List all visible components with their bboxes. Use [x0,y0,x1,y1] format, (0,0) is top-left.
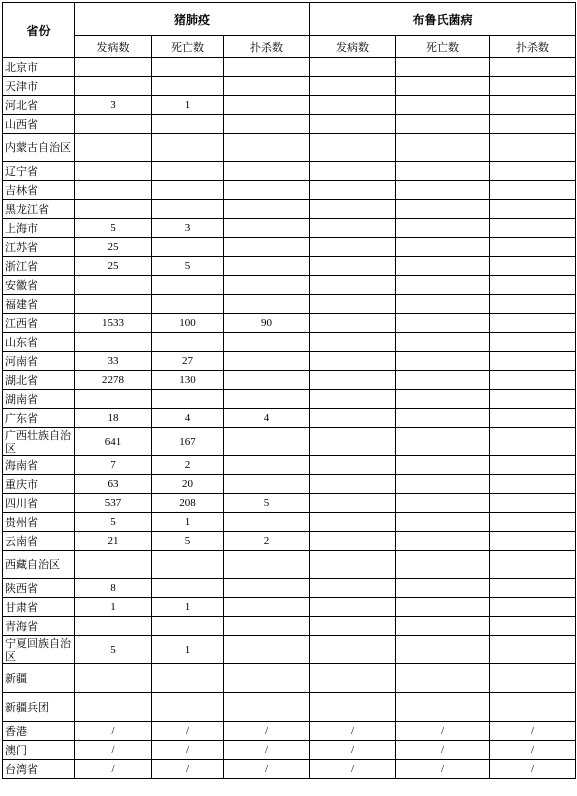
value-cell [396,390,490,409]
value-cell [75,295,152,314]
value-cell [310,598,396,617]
value-cell: 2278 [75,371,152,390]
value-cell: 130 [152,371,224,390]
subcol-header: 扑杀数 [490,36,576,58]
value-cell [490,77,576,96]
value-cell: / [490,722,576,741]
value-cell [224,456,310,475]
table-row [3,314,576,333]
value-cell [310,333,396,352]
value-cell: / [310,741,396,760]
province-name: 天津市 [3,77,75,96]
value-cell [310,58,396,77]
value-cell [490,181,576,200]
value-cell [490,579,576,598]
table-row [3,352,576,371]
value-cell [152,276,224,295]
table-row [3,295,576,314]
value-cell: 100 [152,314,224,333]
value-cell [490,295,576,314]
value-cell [396,181,490,200]
value-cell [396,314,490,333]
province-name: 湖北省 [3,371,75,390]
province-name: 澳门 [3,741,75,760]
value-cell: 1 [152,636,224,664]
value-cell [310,200,396,219]
value-cell [490,134,576,162]
value-cell: 25 [75,238,152,257]
value-cell: / [490,760,576,779]
value-cell [396,333,490,352]
value-cell: / [310,722,396,741]
value-cell [396,371,490,390]
value-cell: 5 [75,636,152,664]
value-cell [152,181,224,200]
value-cell: / [152,722,224,741]
value-cell [490,456,576,475]
province-name: 黑龙江省 [3,200,75,219]
value-cell: / [396,722,490,741]
value-cell [396,693,490,722]
province-name: 上海市 [3,219,75,238]
table-row [3,428,576,456]
value-cell [490,494,576,513]
value-cell [490,551,576,579]
value-cell [396,513,490,532]
province-name: 山西省 [3,115,75,134]
province-name: 江西省 [3,314,75,333]
value-cell [310,664,396,693]
value-cell [396,532,490,551]
value-cell [75,200,152,219]
value-cell: 33 [75,352,152,371]
value-cell [490,314,576,333]
table-row [3,475,576,494]
value-cell: / [490,741,576,760]
value-cell [224,219,310,238]
value-cell [152,693,224,722]
value-cell [75,664,152,693]
table-row [3,390,576,409]
table-row [3,257,576,276]
table-row [3,276,576,295]
value-cell [152,134,224,162]
value-cell: 167 [152,428,224,456]
value-cell [490,532,576,551]
value-cell [224,617,310,636]
value-cell [396,494,490,513]
value-cell [490,162,576,181]
province-name: 湖南省 [3,390,75,409]
value-cell [224,58,310,77]
value-cell [75,181,152,200]
value-cell: 1 [75,598,152,617]
value-cell [310,295,396,314]
table-row [3,96,576,115]
province-name: 新疆兵团 [3,693,75,722]
table-row [3,760,576,779]
value-cell [310,162,396,181]
value-cell [224,134,310,162]
header-row-group [3,3,576,36]
value-cell [224,77,310,96]
value-cell [224,295,310,314]
value-cell [490,693,576,722]
value-cell [224,371,310,390]
value-cell [310,134,396,162]
value-cell [75,134,152,162]
value-cell [224,96,310,115]
province-name: 香港 [3,722,75,741]
province-name: 四川省 [3,494,75,513]
table-row [3,693,576,722]
value-cell [75,551,152,579]
value-cell [152,295,224,314]
value-cell [490,219,576,238]
province-name: 贵州省 [3,513,75,532]
value-cell: 3 [152,219,224,238]
value-cell: 1533 [75,314,152,333]
value-cell [310,390,396,409]
value-cell: 5 [152,257,224,276]
value-cell [490,238,576,257]
value-cell [224,513,310,532]
value-cell [490,428,576,456]
value-cell [224,579,310,598]
value-cell [396,551,490,579]
province-name: 安徽省 [3,276,75,295]
value-cell [152,115,224,134]
province-name: 重庆市 [3,475,75,494]
value-cell: / [152,741,224,760]
value-cell [224,238,310,257]
subcol-header: 扑杀数 [224,36,310,58]
value-cell [224,352,310,371]
value-cell [396,115,490,134]
value-cell: 2 [152,456,224,475]
value-cell [310,693,396,722]
province-name: 甘肃省 [3,598,75,617]
value-cell [490,598,576,617]
table-row [3,115,576,134]
value-cell: 90 [224,314,310,333]
value-cell [75,115,152,134]
table-row [3,494,576,513]
value-cell [75,58,152,77]
value-cell [396,162,490,181]
value-cell: 2 [224,532,310,551]
value-cell [152,390,224,409]
table-row [3,181,576,200]
value-cell: 27 [152,352,224,371]
value-cell: 1 [152,96,224,115]
value-cell [224,551,310,579]
value-cell: / [75,741,152,760]
value-cell [490,409,576,428]
value-cell: 3 [75,96,152,115]
province-name: 吉林省 [3,181,75,200]
value-cell [490,664,576,693]
value-cell [310,96,396,115]
value-cell [310,513,396,532]
value-cell [224,636,310,664]
value-cell: / [310,760,396,779]
province-name: 西藏自治区 [3,551,75,579]
value-cell: 4 [224,409,310,428]
value-cell [490,200,576,219]
province-name: 广西壮族自治区 [3,428,75,456]
table-row [3,58,576,77]
value-cell [224,428,310,456]
value-cell [490,276,576,295]
value-cell [490,58,576,77]
value-cell: 5 [152,532,224,551]
table-row [3,579,576,598]
table-row [3,636,576,664]
value-cell [310,617,396,636]
value-cell [152,238,224,257]
value-cell [396,58,490,77]
value-cell [396,428,490,456]
value-cell [490,333,576,352]
value-cell: / [224,760,310,779]
province-name: 青海省 [3,617,75,636]
value-cell [490,390,576,409]
value-cell [396,617,490,636]
value-cell [75,276,152,295]
province-name: 山东省 [3,333,75,352]
province-name: 台湾省 [3,760,75,779]
value-cell [396,257,490,276]
value-cell: 25 [75,257,152,276]
province-name: 河北省 [3,96,75,115]
value-cell [152,664,224,693]
value-cell [224,200,310,219]
value-cell [310,371,396,390]
province-name: 福建省 [3,295,75,314]
value-cell [490,115,576,134]
value-cell: / [396,760,490,779]
table-row [3,162,576,181]
value-cell: 18 [75,409,152,428]
subcol-header: 发病数 [75,36,152,58]
value-cell [224,257,310,276]
value-cell [75,390,152,409]
value-cell [396,238,490,257]
province-name: 海南省 [3,456,75,475]
value-cell [310,551,396,579]
table-row [3,513,576,532]
subcol-header: 死亡数 [396,36,490,58]
value-cell: 63 [75,475,152,494]
value-cell [310,494,396,513]
value-cell: / [224,741,310,760]
province-name: 河南省 [3,352,75,371]
table-row [3,551,576,579]
province-name: 陕西省 [3,579,75,598]
value-cell [310,115,396,134]
value-cell [224,598,310,617]
group-header-swine-pneumonia: 猪肺疫 [75,3,310,36]
table-row [3,238,576,257]
value-cell [310,456,396,475]
value-cell [396,96,490,115]
value-cell [310,579,396,598]
value-cell [490,352,576,371]
value-cell [310,257,396,276]
value-cell [310,475,396,494]
value-cell: 7 [75,456,152,475]
table-row [3,200,576,219]
table-row [3,617,576,636]
value-cell [490,371,576,390]
value-cell [396,276,490,295]
value-cell [152,58,224,77]
value-cell [152,200,224,219]
value-cell [396,456,490,475]
value-cell [224,162,310,181]
value-cell [396,664,490,693]
value-cell [75,333,152,352]
value-cell: 537 [75,494,152,513]
value-cell: 208 [152,494,224,513]
value-cell [396,200,490,219]
province-name: 北京市 [3,58,75,77]
value-cell [490,513,576,532]
disease-stats-table [2,2,576,779]
value-cell [224,181,310,200]
value-cell: 641 [75,428,152,456]
value-cell [490,96,576,115]
value-cell [396,475,490,494]
value-cell [310,636,396,664]
table-row [3,722,576,741]
table-row [3,664,576,693]
value-cell [152,162,224,181]
value-cell [396,409,490,428]
value-cell: / [396,741,490,760]
value-cell [310,181,396,200]
value-cell [152,333,224,352]
table-row [3,409,576,428]
value-cell: 1 [152,513,224,532]
value-cell: 20 [152,475,224,494]
value-cell [490,636,576,664]
value-cell: 1 [152,598,224,617]
value-cell [152,617,224,636]
value-cell [75,617,152,636]
value-cell: 8 [75,579,152,598]
province-name: 云南省 [3,532,75,551]
table-row [3,134,576,162]
province-name: 内蒙古自治区 [3,134,75,162]
value-cell [75,162,152,181]
value-cell [224,276,310,295]
value-cell: 4 [152,409,224,428]
table-row [3,456,576,475]
table-row [3,741,576,760]
value-cell: 21 [75,532,152,551]
value-cell [152,551,224,579]
group-header-brucellosis: 布鲁氏菌病 [310,3,576,36]
value-cell [310,352,396,371]
value-cell [224,693,310,722]
value-cell [490,617,576,636]
table-row [3,333,576,352]
value-cell [396,219,490,238]
value-cell [490,257,576,276]
value-cell [396,352,490,371]
header-row-subcols [3,36,576,58]
value-cell [224,115,310,134]
value-cell [310,428,396,456]
table-row [3,532,576,551]
province-name: 江苏省 [3,238,75,257]
value-cell: / [75,760,152,779]
value-cell: 5 [224,494,310,513]
value-cell: / [224,722,310,741]
value-cell [152,579,224,598]
province-name: 宁夏回族自治区 [3,636,75,664]
value-cell [152,77,224,96]
table-row [3,77,576,96]
table-row [3,219,576,238]
value-cell [224,475,310,494]
value-cell [310,409,396,428]
province-name: 浙江省 [3,257,75,276]
value-cell [490,475,576,494]
value-cell: / [75,722,152,741]
province-name: 广东省 [3,409,75,428]
value-cell [310,314,396,333]
province-name: 新疆 [3,664,75,693]
value-cell [75,693,152,722]
province-name: 辽宁省 [3,162,75,181]
value-cell [396,77,490,96]
value-cell: / [152,760,224,779]
table-row [3,371,576,390]
value-cell: 5 [75,513,152,532]
value-cell [396,636,490,664]
value-cell [396,134,490,162]
value-cell [396,598,490,617]
value-cell [396,579,490,598]
value-cell [310,276,396,295]
value-cell [310,532,396,551]
value-cell [396,295,490,314]
value-cell [224,333,310,352]
value-cell [310,238,396,257]
value-cell [75,77,152,96]
subcol-header: 死亡数 [152,36,224,58]
value-cell [224,390,310,409]
table-row [3,598,576,617]
subcol-header: 发病数 [310,36,396,58]
value-cell [310,77,396,96]
province-header: 省份 [3,3,75,58]
value-cell: 5 [75,219,152,238]
value-cell [224,664,310,693]
value-cell [310,219,396,238]
